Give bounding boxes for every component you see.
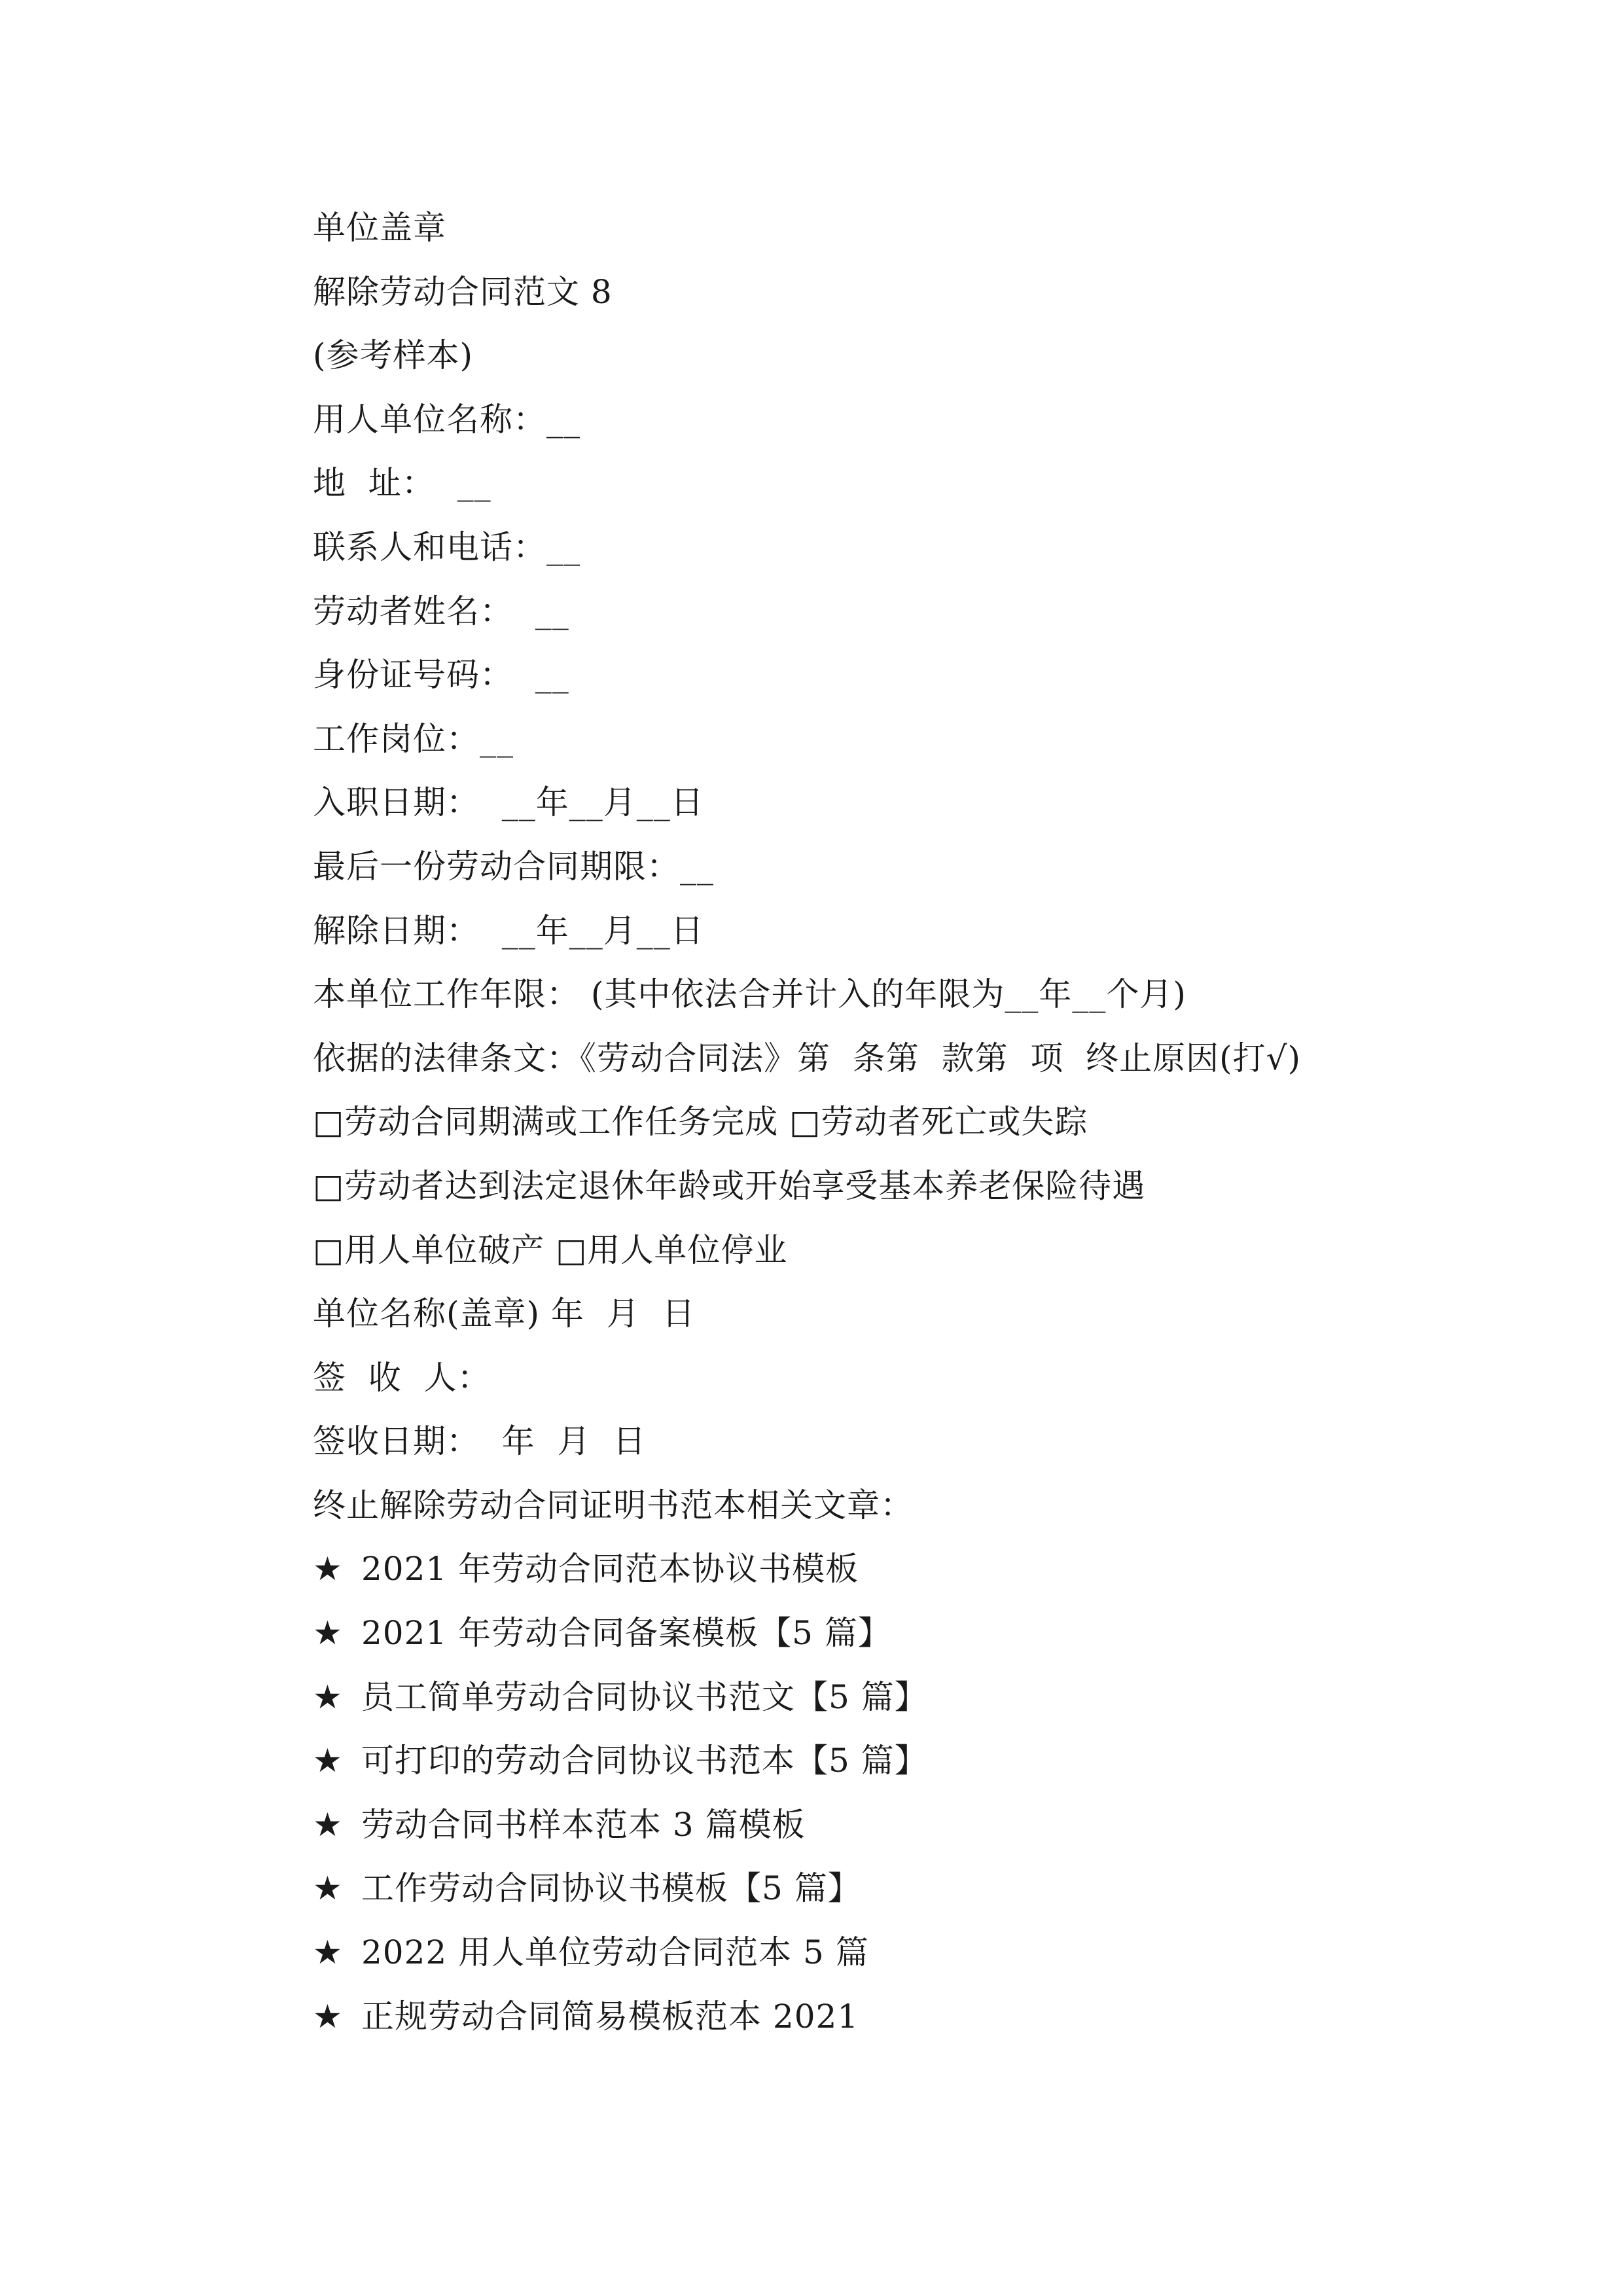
address-field: 地 址： __ [313, 464, 491, 503]
star-icon: ★ [313, 1805, 343, 1844]
job-position-field: 工作岗位：__ [313, 719, 514, 758]
related-article-link[interactable]: 工作劳动合同协议书模板【5 篇】 [361, 1869, 861, 1908]
last-contract-term-field: 最后一份劳动合同期限：__ [313, 847, 714, 886]
hire-date-field: 入职日期： __年__月__日 [313, 783, 704, 822]
legal-basis-field: 依据的法律条文：《劳动合同法》第 条第 款第 项 终止原因(打√) [313, 1039, 1302, 1077]
related-article-link[interactable]: 2022 用人单位劳动合同范本 5 篇 [361, 1933, 869, 1972]
list-item[interactable] [313, 1729, 1556, 1793]
list-item[interactable] [313, 1602, 1556, 1666]
star-icon: ★ [313, 1614, 343, 1653]
employer-name-field: 用人单位名称：__ [313, 400, 580, 439]
document-title: 解除劳动合同范文 8 [313, 272, 613, 311]
list-item[interactable] [313, 1666, 1556, 1730]
related-article-link[interactable]: 员工简单劳动合同协议书范文【5 篇】 [361, 1677, 928, 1716]
id-number-field: 身份证号码： __ [313, 656, 569, 694]
list-item[interactable] [313, 1793, 1556, 1857]
sign-date-field: 签收日期： 年 月 日 [313, 1422, 647, 1461]
reason-option-row-3: □用人单位破产 □用人单位停业 [313, 1230, 788, 1269]
related-article-link[interactable]: 正规劳动合同简易模板范本 2021 [361, 1997, 859, 2036]
document-body [313, 196, 1556, 2049]
star-icon: ★ [313, 1869, 343, 1908]
reference-sample-note: (参考样本) [313, 336, 474, 375]
signee-field: 签 收 人： [313, 1358, 491, 1397]
reason-option-row-2: □劳动者达到法定退休年龄或开始享受基本养老保险待遇 [313, 1166, 1146, 1205]
list-item[interactable] [313, 1985, 1556, 2049]
related-articles-heading: 终止解除劳动合同证明书范本相关文章： [313, 1486, 914, 1524]
list-item[interactable] [313, 1537, 1556, 1602]
list-item[interactable] [313, 1921, 1556, 1985]
list-item[interactable] [313, 1857, 1556, 1921]
unit-seal-line: 单位盖章 [313, 209, 446, 247]
worker-name-field: 劳动者姓名： __ [313, 592, 569, 630]
reason-option-row-1: □劳动合同期满或工作任务完成 □劳动者死亡或失踪 [313, 1103, 1088, 1141]
star-icon: ★ [313, 1933, 343, 1972]
service-years-field: 本单位工作年限： (其中依法合并计入的年限为__年__个月) [313, 975, 1186, 1014]
unit-name-seal-date: 单位名称(盖章) 年 月 日 [313, 1295, 696, 1333]
related-article-link[interactable]: 2021 年劳动合同备案模板【5 篇】 [361, 1614, 891, 1653]
related-article-link[interactable]: 2021 年劳动合同范本协议书模板 [361, 1550, 859, 1588]
star-icon: ★ [313, 1997, 343, 2036]
star-icon: ★ [313, 1742, 343, 1780]
star-icon: ★ [313, 1677, 343, 1716]
related-article-link[interactable]: 可打印的劳动合同协议书范本【5 篇】 [361, 1742, 928, 1780]
contact-phone-field: 联系人和电话：__ [313, 528, 580, 566]
star-icon: ★ [313, 1550, 343, 1588]
related-article-link[interactable]: 劳动合同书样本范本 3 篇模板 [361, 1805, 806, 1844]
termination-date-field: 解除日期： __年__月__日 [313, 911, 704, 950]
